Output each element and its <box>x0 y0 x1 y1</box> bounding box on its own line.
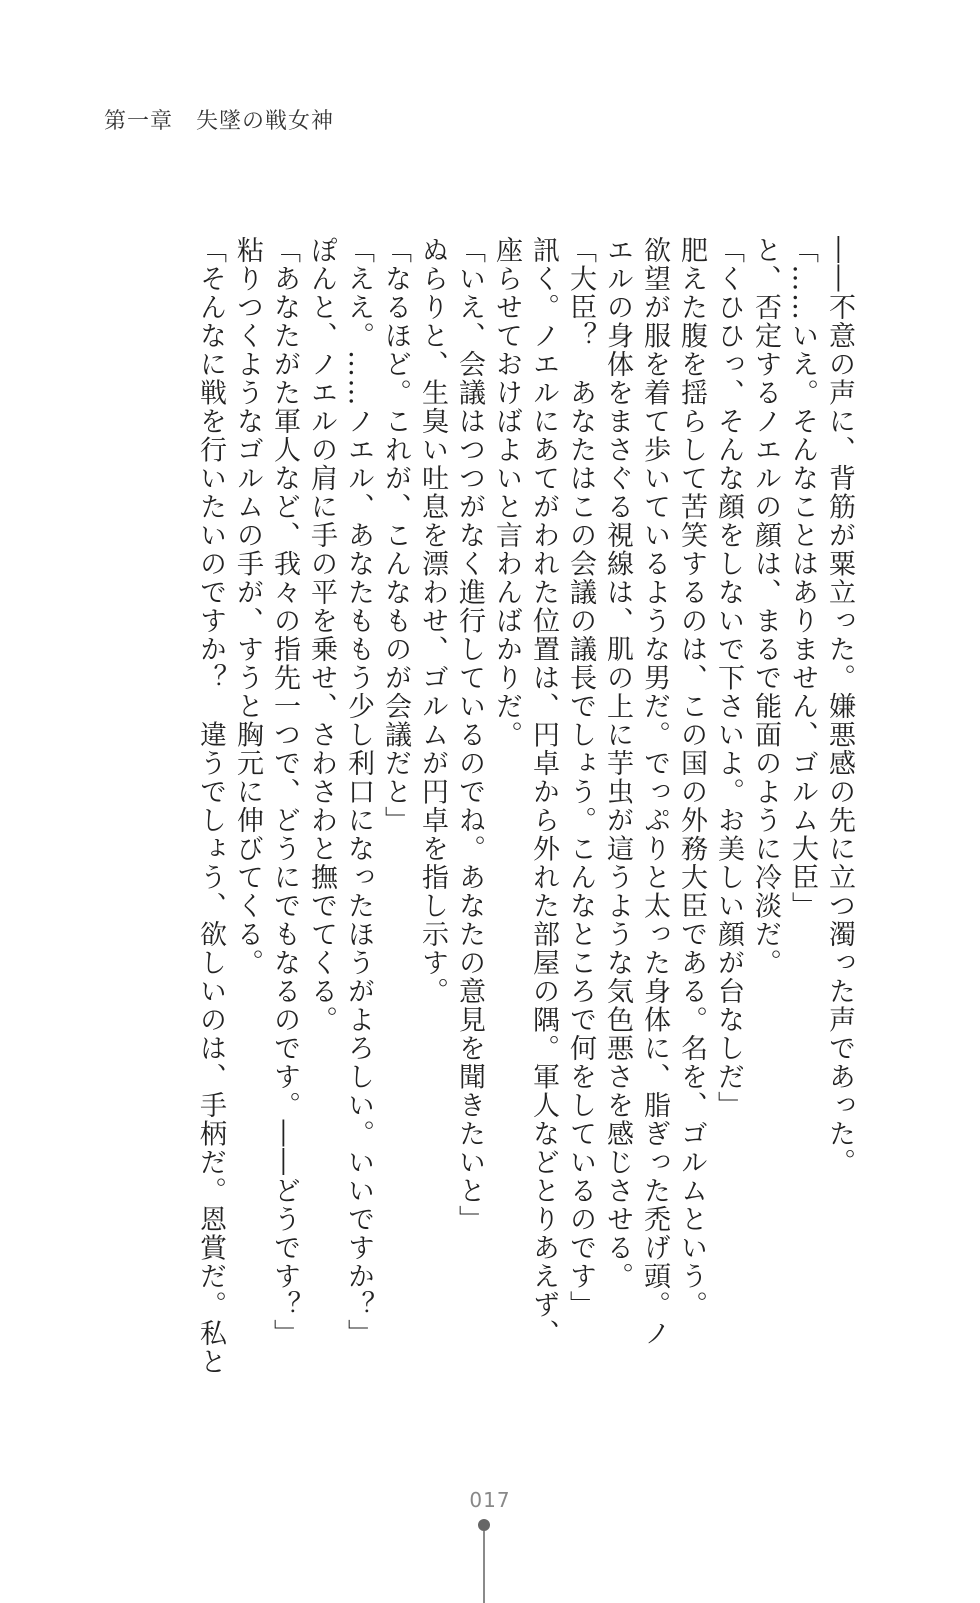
text-line: 「……いえ。そんなことはありません、ゴルム大臣」 <box>787 236 818 920</box>
text-line: 「ええ。……ノエル、あなたももう少し利口になったほうがよろしい。いいですか？」 <box>343 236 374 1348</box>
folio-rule-ornament <box>483 1531 485 1603</box>
text-line: ぽんと、ノエルの肩に手の平を乗せ、さわさわと撫でてくる。 <box>306 236 337 1034</box>
text-line: 「そんなに戦を行いたいのですか？ 違うでしょう、欲しいのは、手柄だ。恩賞だ。私と <box>195 236 226 1376</box>
text-line: エルの身体をまさぐる視線は、肌の上に芋虫が這うような気色悪さを感じさせる。 <box>602 236 633 1291</box>
text-line: 粘りつくようなゴルムの手が、すうと胸元に伸びてくる。 <box>232 236 263 977</box>
vertical-body-text <box>192 236 858 1376</box>
text-line: 「あなたがた軍人など、我々の指先一つで、どうにでもなるのです。――どうです？」 <box>269 236 300 1348</box>
folio-dot-ornament <box>478 1519 490 1531</box>
text-line: ぬらりと、生臭い吐息を漂わせ、ゴルムが円卓を指し示す。 <box>417 236 448 1006</box>
text-line: 「くひひっ、そんな顔をしないで下さいよ。お美しい顔が台なしだ」 <box>713 236 744 1120</box>
text-line: 「いえ、会議はつつがなく進行しているのでね。あなたの意見を聞きたいと」 <box>454 236 485 1234</box>
text-line: 座らせておけばよいと言わんばかりだ。 <box>491 236 522 749</box>
text-line: ――不意の声に、背筋が粟立った。嫌悪感の先に立つ濁った声であった。 <box>824 236 855 1177</box>
text-line: 肥えた腹を揺らして苦笑するのは、この国の外務大臣である。名を、ゴルムという。 <box>676 236 707 1319</box>
text-line: 「大臣？ あなたはこの会議の議長でしょう。こんなところで何をしているのです」 <box>565 236 596 1319</box>
text-line: 「なるほど。これが、こんなものが会議だと」 <box>380 236 411 835</box>
page-number: 017 <box>469 1488 511 1512</box>
chapter-header: 第一章 失墜の戦女神 <box>104 109 335 134</box>
text-line: 訊く。ノエルにあてがわれた位置は、円卓から外れた部屋の隅。軍人などとりあえず、 <box>528 236 559 1348</box>
text-line: と、否定するノエルの顔は、まるで能面のように冷淡だ。 <box>750 236 781 977</box>
text-line: 欲望が服を着て歩いているような男だ。でっぷりと太った身体に、脂ぎった禿げ頭。ノ <box>639 236 670 1348</box>
